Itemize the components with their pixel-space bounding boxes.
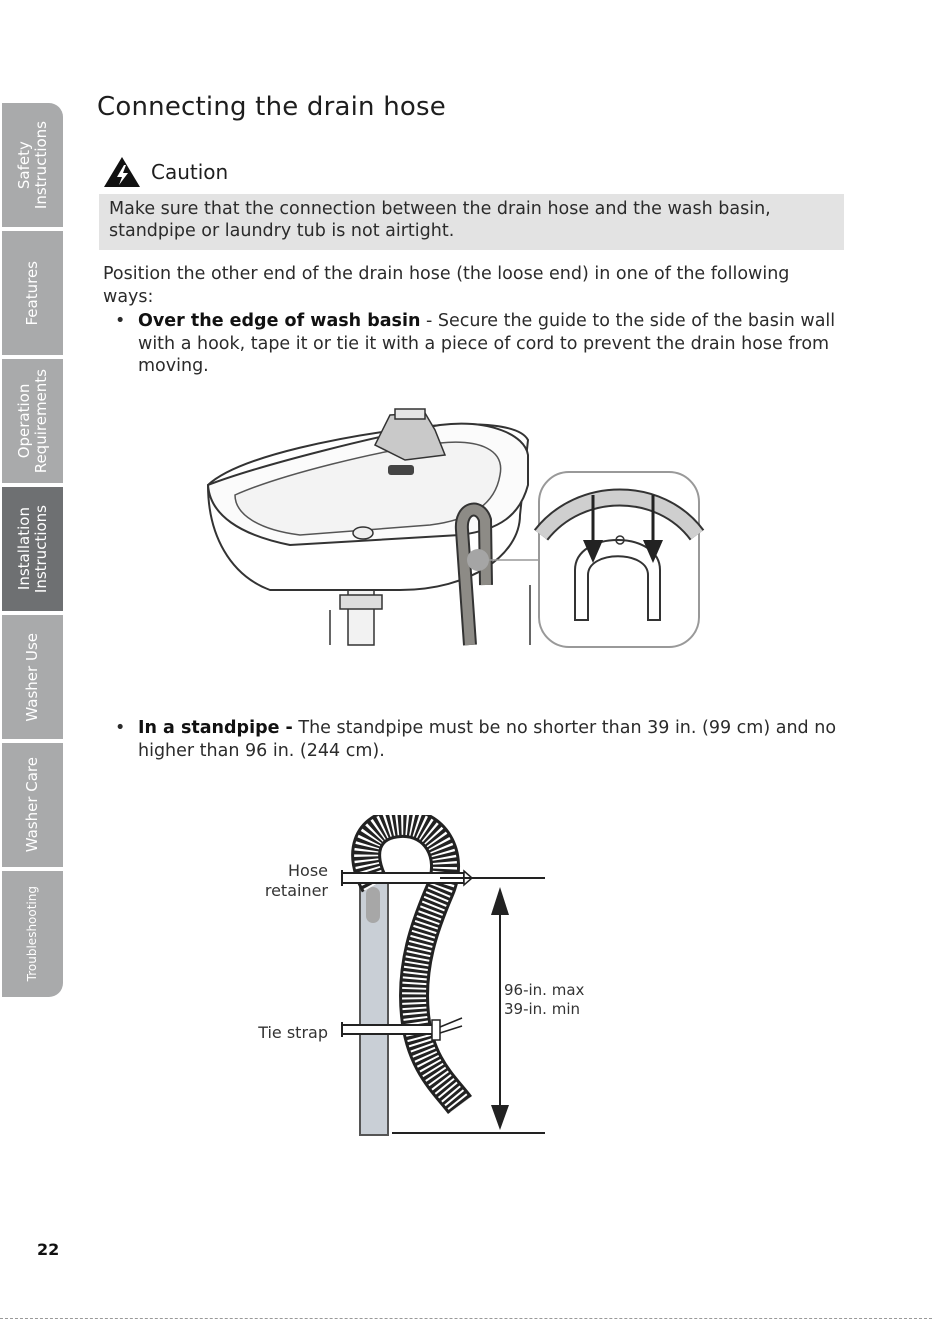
tab-washer-use[interactable] (2, 615, 63, 741)
tab-label: Washer Care (23, 757, 41, 853)
caution-text: Make sure that the connection between the drain hose and the wash basin, standpipe or laundry tub is not airtight. (99, 194, 844, 250)
bullet-title: In a standpipe - (138, 718, 293, 738)
wash-basin-illustration (200, 395, 705, 655)
page-title: Connecting the drain hose (97, 92, 446, 122)
tab-operation-requirements[interactable] (2, 359, 63, 485)
bullet-wash-basin (115, 310, 845, 378)
hose-retainer-label-1: Hose (288, 861, 328, 880)
tab-troubleshooting[interactable] (2, 871, 63, 997)
side-tabs (2, 103, 63, 998)
tab-label: Installation Instructions (14, 504, 50, 594)
tab-label: Features (23, 260, 41, 326)
bullet-body: - Secure the guide to the side of the basin wall with a hook, tape it or tie it with a piece of cord to prevent the drain hose from moving. (138, 311, 836, 376)
bullet-dot: • (115, 718, 126, 738)
tab-safety-instructions[interactable] (2, 103, 63, 229)
caution-heading (103, 156, 228, 188)
page-number: 22 (37, 1240, 60, 1259)
warning-icon (103, 156, 141, 188)
min-height-label: 39-in. min (504, 1000, 580, 1018)
max-height-label: 96-in. max (504, 981, 585, 999)
bullet-dot: • (115, 311, 126, 331)
bullet-standpipe (115, 717, 845, 762)
tab-washer-care[interactable] (2, 743, 63, 869)
tab-label: Troubleshooting (25, 886, 39, 982)
hose-retainer-label-2: retainer (264, 881, 328, 900)
page-bottom-divider (0, 1318, 932, 1319)
tie-strap-label: Tie strap (258, 1023, 328, 1042)
tab-label: Safety Instructions (14, 120, 50, 210)
standpipe-illustration (240, 815, 600, 1145)
bullet-body: The standpipe must be no shorter than 39 in. (99 cm) and no higher than 96 in. (244 cm). (138, 718, 837, 761)
intro-text: Position the other end of the drain hose (the loose end) in one of the following ways: (103, 264, 790, 307)
bullet-title: Over the edge of wash basin (138, 311, 421, 331)
tab-features[interactable] (2, 231, 63, 357)
tab-label: Washer Use (23, 632, 41, 722)
tab-installation-instructions[interactable] (2, 487, 63, 613)
caution-label: Caution (151, 160, 229, 184)
tab-label: Operation Requirements (14, 368, 50, 474)
